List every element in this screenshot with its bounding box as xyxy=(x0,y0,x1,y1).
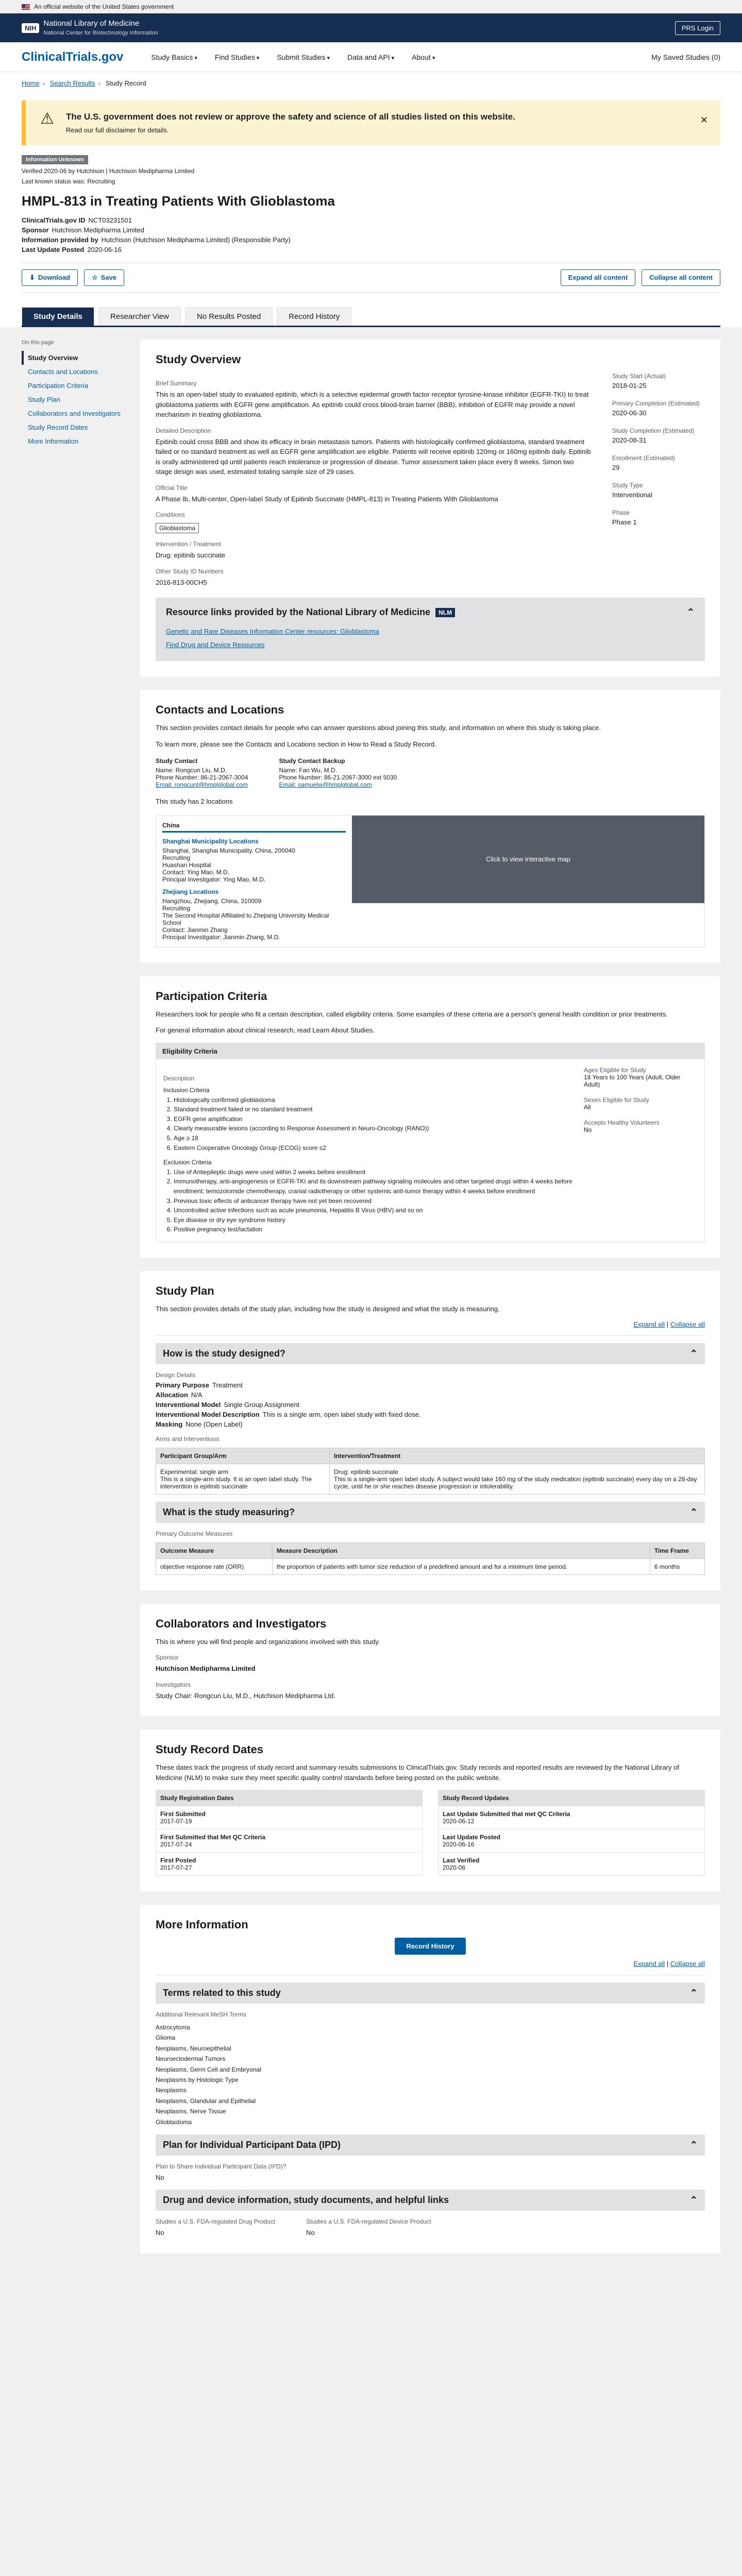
facility-line: Principal Investigator: Ying Mao, M.D. xyxy=(162,875,266,883)
prs-login-button[interactable]: PRS Login xyxy=(675,21,720,35)
chevron-up-icon[interactable]: ⌃ xyxy=(686,607,695,617)
date-label: Last Verified xyxy=(443,1857,480,1864)
arm-intervention: Drug: epitinib succinate xyxy=(334,1468,398,1476)
more-heading: More Information xyxy=(156,1918,248,1931)
contact-email-link[interactable]: Email: rongcunl@hmplglobal.com xyxy=(156,781,248,788)
study-header xyxy=(0,145,742,293)
sidebar-item-overview[interactable]: Study Overview xyxy=(22,351,130,365)
fact-label: Study Type xyxy=(612,482,643,489)
condition-chip[interactable]: Glioblastoma xyxy=(156,523,199,533)
terms-label: Additional Relevant MeSH Terms xyxy=(156,2011,246,2018)
update-value: 2020-06-16 xyxy=(87,246,122,253)
locations-box xyxy=(156,815,705,947)
chevron-up-icon[interactable]: ⌃ xyxy=(689,2139,698,2150)
official-label: Official Title xyxy=(156,484,188,492)
status-badge: Information Unknown xyxy=(22,155,88,164)
arms-table xyxy=(156,1448,705,1495)
arm-intervention-desc: This is a single-arm open label study. A subject would take 160 mg of the study medication (epitinib succinate) every day on a 28-day cycle, until he or she reaches disease progression or intolerability. xyxy=(334,1475,697,1490)
mesh-term: Neoplasms, Neuroepithelial xyxy=(156,2044,231,2052)
official-title: A Phase Ib, Multi-center, Open-label Study of Epitinib Succinate (HMPL-813) in Treating Patients With Glioblastoma xyxy=(156,495,498,503)
contact-backup-label: Study Contact Backup xyxy=(279,757,345,765)
inclusion-item: 3. EGFR gene amplification xyxy=(174,1114,584,1124)
fact-label: Study Start (Actual) xyxy=(612,372,666,380)
design-label: Design Details xyxy=(156,1371,196,1379)
mesh-term: Astrocytoma xyxy=(156,2024,190,2031)
date-label: Last Update Posted xyxy=(443,1834,501,1841)
arm-name: Experimental: single arm xyxy=(160,1468,229,1476)
contact-name: Name: Rongcun Liu, M.D. xyxy=(156,767,227,774)
main-content xyxy=(130,327,720,2576)
download-icon: ⬇ xyxy=(29,274,35,281)
page-title: HMPL-813 in Treating Patients With Glioblastoma xyxy=(22,193,335,209)
contact-label: Study Contact xyxy=(156,757,198,765)
exclusion-item: 1. Use of Antiepileptic drugs were used within 2 weeks before enrollment xyxy=(174,1167,584,1177)
healthy-label: Accepts Healthy Volunteers xyxy=(584,1118,660,1126)
plan-desc: This section provides details of the study plan, including how the study is designed and what the study is measuring. xyxy=(156,1305,500,1313)
drug-info-title[interactable]: Drug and device information, study documents, and helpful links xyxy=(163,2195,449,2206)
criteria-desc: Researchers look for people who fit a certain description, called eligibility criteria. Some examples of these criteria are a person's general health condition or prior treatments. xyxy=(156,1010,668,1018)
sidebar-item-plan[interactable]: Study Plan xyxy=(28,396,60,403)
us-flag-icon xyxy=(22,4,30,10)
sidebar-item-criteria[interactable]: Participation Criteria xyxy=(28,382,89,389)
mesh-term: Neoplasms, Glandular and Epithelial xyxy=(156,2097,256,2105)
facility-line: Recruiting xyxy=(162,854,191,861)
saved-studies-link[interactable]: My Saved Studies (0) xyxy=(651,53,720,61)
design-value: Treatment xyxy=(212,1381,243,1389)
date-value: 2017-07-27 xyxy=(160,1864,192,1871)
action-bar xyxy=(22,263,720,293)
collapse-all-button[interactable]: Collapse all content xyxy=(642,269,720,286)
outcome-table xyxy=(156,1543,705,1575)
eligibility-box xyxy=(156,1043,705,1243)
healthy-value: No xyxy=(584,1126,592,1133)
date-value: 2020-06-16 xyxy=(443,1841,475,1848)
nav-find-studies[interactable]: Find Studies ▾ xyxy=(215,53,259,61)
other-id-label: Other Study ID Numbers xyxy=(156,567,224,575)
fda-drug-value: No xyxy=(156,2229,164,2237)
dates-desc: These dates track the progress of study record and summary results submissions to ClinicalTrials.gov. Study records and reported results are reviewed by the National Library of Medicine (NLM) to make sure they meet specific quality control standards before being posted on the public website. xyxy=(156,1764,679,1782)
location-map[interactable]: Click to view interactive map xyxy=(352,816,704,903)
inclusion-item: 1. Histologically confirmed glioblastoma xyxy=(174,1095,584,1105)
verified-line: Verified 2020-06 by Hutchison | Hutchison Medipharma Limited xyxy=(22,167,195,175)
chevron-up-icon[interactable]: ⌃ xyxy=(689,1506,698,1517)
plan-heading: Study Plan xyxy=(156,1284,214,1297)
save-button[interactable]: ☆ Save xyxy=(84,269,124,286)
detailed-description: Epitinib could cross BBB and show its efficacy in brain metastasis tumors. Patients with histologically confirmed glioblastoma, standard treatment failed or no standard treatment as well as EGFR gene amplification are eligible. Patients will receive epitinib 120mg or 160mg epitinib daily. Epitinib is orally administered qd until patients reach intolerance or progression of disease. Tumor assessment taken place every 8 weeks. Simon two stage design was used, estimated totaling sample size of 29 cases. xyxy=(156,437,591,476)
fda-drug-label: Studies a U.S. FDA-regulated Drug Product xyxy=(156,2218,276,2226)
contacts-heading: Contacts and Locations xyxy=(156,703,284,716)
country-tab[interactable]: China xyxy=(162,822,346,833)
gov-banner xyxy=(0,0,742,13)
desc-label: Description xyxy=(163,1074,195,1082)
contact-phone: Phone Number: 86-21-2067-3004 xyxy=(156,774,248,781)
breadcrumb: Home › Search Results › Study Record xyxy=(22,79,146,87)
sidebar-item-more[interactable]: More Information xyxy=(28,437,79,445)
measuring-title[interactable]: What is the study measuring? xyxy=(163,1506,295,1517)
nih-logo[interactable]: NIH xyxy=(22,23,39,33)
date-label: First Posted xyxy=(160,1857,196,1864)
investigators-label: Investigators xyxy=(156,1681,191,1688)
study-tabs xyxy=(22,307,720,327)
overview-facts xyxy=(612,372,705,587)
design-value: Single Group Assignment xyxy=(224,1400,300,1409)
nav-about[interactable]: About ▾ xyxy=(412,53,435,61)
main-nav xyxy=(0,42,742,72)
table-header: Time Frame xyxy=(650,1543,704,1558)
fact-value: 2020-06-30 xyxy=(612,409,647,417)
outcome-cell: the proportion of patients with tumor size reduction of a predefined amount and for a minimum time period. xyxy=(272,1558,650,1574)
table-row xyxy=(156,1464,705,1494)
brief-summary: This is an open-label study to evaluated epitinib, which is a selective epidermal growth factor receptor tyrosine-kinase inhibitor (EGFR-TKI) to treat glioblastoma patients with EGFR gene amplification. As epitinib could cross blood-brain barrier (BBB), inhibition of EGFR may provide a novel mechanism in treating glioblastoma. xyxy=(156,391,589,418)
facility-line: Contact: Ying Mao, M.D. xyxy=(162,868,230,876)
close-icon[interactable]: ✕ xyxy=(700,115,708,125)
info-label: Information provided by xyxy=(22,236,98,244)
date-value: 2020-06 xyxy=(443,1864,466,1871)
id-label: ClinicalTrials.gov ID xyxy=(22,216,86,224)
nav-data-api[interactable]: Data and API ▾ xyxy=(347,53,394,61)
inclusion-item: 2. Standard treatment failed or no standard treatment xyxy=(174,1105,584,1114)
sidebar-item-dates[interactable]: Study Record Dates xyxy=(28,423,88,431)
record-history-button[interactable]: Record History xyxy=(395,1938,465,1955)
plan-expand-link[interactable]: Expand all xyxy=(633,1320,665,1328)
fact-label: Study Completion (Estimated) xyxy=(612,427,695,434)
arm-desc: This is a single-arm study. It is an open label study. The intervention is epitinib succinate xyxy=(160,1475,312,1490)
fact-value: Interventional xyxy=(612,491,653,499)
fact-value: Phase 1 xyxy=(612,518,637,526)
overview-heading: Study Overview xyxy=(156,353,241,366)
update-dates xyxy=(438,1790,705,1876)
design-key: Primary Purpose xyxy=(156,1381,210,1389)
gov-banner-text: An official website of the United States government xyxy=(34,3,174,10)
exclusion-item: 6. Positive pregnancy test/lactation xyxy=(174,1225,584,1234)
location-list xyxy=(156,816,352,947)
facility-line: Hangzhou, Zhejiang, China, 310009 xyxy=(162,897,262,905)
collab-heading: Collaborators and Investigators xyxy=(156,1617,327,1630)
warning-icon: ⚠ xyxy=(40,110,54,127)
plan-collapse-link[interactable]: Collapse all xyxy=(670,1320,705,1328)
collab-desc: This is where you will find people and organizations involved with this study. xyxy=(156,1637,380,1646)
ages-value: 18 Years to 100 Years (Adult, Older Adult) xyxy=(584,1073,681,1088)
disclaimer-title: The U.S. government does not review or approve the safety and science of all studies listed on this website. xyxy=(66,112,515,122)
inclusion-item: 4. Clearly measurable lesions (according to Response Assessment in Neuro-Oncology (RANO)) xyxy=(174,1124,584,1133)
date-value: 2017-07-19 xyxy=(160,1818,192,1825)
fact-value: 29 xyxy=(612,464,620,471)
design-value: None (Open Label) xyxy=(185,1420,243,1428)
outcome-cell: 6 months xyxy=(650,1558,704,1574)
more-expand-link[interactable]: Expand all xyxy=(633,1960,665,1968)
fact-value: 2018-01-25 xyxy=(612,382,647,389)
mesh-term: Glioma xyxy=(156,2034,176,2042)
tab-study-details[interactable]: Study Details xyxy=(22,307,94,326)
criteria-heading: Participation Criteria xyxy=(156,989,267,1003)
sexes-label: Sexes Eligible for Study xyxy=(584,1096,649,1104)
more-information-section: More Information Record History Expand all | Collapse all Terms related to this study ⌃ Additional Relevant MeSH Terms Astrocytoma Glioma Neoplasms, Neuroepithelial Neuroectodermal Tumors Neoplasms, Germ Cell and Embryonal Neoplasms by Histologic Type Neoplasms Neoplasms, Glandular and Epithelial Neoplasms, Nerve Tissue Glioblastoma Plan for Individual Participant Data (IPD) ⌃ Plan to Share Individual Participant Data (IPD)? No Drug and device information, study documents, and helpful links ⌃ Studies a U.S. FDA-regulated Drug Product No Studies a U.S. FDA-regulated Device Product No xyxy=(140,1905,720,2253)
participation-criteria-section xyxy=(140,976,720,1258)
design-value: This is a single arm, open label study with fixed dose. xyxy=(262,1410,421,1418)
mesh-term: Glioblastoma xyxy=(156,2118,192,2126)
conditions-label: Conditions xyxy=(156,511,185,518)
on-this-page-nav xyxy=(22,327,130,2576)
mesh-term: Neuroectodermal Tumors xyxy=(156,2055,226,2063)
exclusion-item: 2. Immunotherapy, anti-angiogenesis or EGFR-TKI and its downstream pathway signaling molecules and other targeted drugs within 4 weeks before enrollment; temozolomide chemotherapy, cranial radiotherapy or other systemic anti-tumor therapy within 4 weeks before enrollment xyxy=(174,1177,584,1196)
ages-label: Ages Eligible for Study xyxy=(584,1066,646,1074)
collab-sponsor: Hutchison Medipharma Limited xyxy=(156,1665,256,1672)
disclaimer-text: Read our full disclaimer for details. xyxy=(66,126,169,134)
design-accordion xyxy=(156,1335,705,1575)
intervention-label: Intervention / Treatment xyxy=(156,540,221,548)
sexes-value: All xyxy=(584,1103,591,1111)
drug-resources-link[interactable]: Find Drug and Device Resources xyxy=(166,641,265,649)
exclusion-label: Exclusion Criteria xyxy=(163,1159,212,1166)
fact-value: 2020-08-31 xyxy=(612,436,647,444)
other-id-value: 2016-813-00CH5 xyxy=(156,578,207,586)
facility-name: Shanghai Municipality Locations xyxy=(162,837,259,845)
table-header: Outcome Measure xyxy=(156,1543,273,1558)
study-id: NCT03231501 xyxy=(88,216,132,224)
design-key: Interventional Model Description xyxy=(156,1410,260,1418)
nlm-logo: NLM xyxy=(435,608,455,617)
facility-line: Shanghai, Shanghai Municipality, China, 200040 xyxy=(162,846,295,854)
facility-line: Contact: Jianmin Zhang xyxy=(162,926,228,934)
table-header: Intervention/Treatment xyxy=(330,1448,705,1464)
contact-phone: Phone Number: 86-21-2067-3000 ext 5030 xyxy=(279,774,397,781)
date-label: First Submitted that Met QC Criteria xyxy=(160,1834,266,1841)
sponsor-value: Hutchison Medipharma Limited xyxy=(52,226,144,234)
disclaimer-alert xyxy=(22,100,720,145)
inclusion-item: 5. Age ≥ 18 xyxy=(174,1133,584,1143)
exclusion-item: 5. Eye disease or dry eye syndrome history xyxy=(174,1215,584,1225)
contact-email-link[interactable]: Email: samuelw@hmplglobal.com xyxy=(279,781,372,788)
resources-title: Resource links provided by the National Library of Medicine xyxy=(166,607,431,617)
tab-record-history[interactable]: Record History xyxy=(277,307,351,326)
facility-line: Huashan Hospital xyxy=(162,861,211,869)
date-value: 2017-07-24 xyxy=(160,1841,192,1848)
inclusion-label: Inclusion Criteria xyxy=(163,1087,210,1094)
facility-line: The Second Hospital Affiliated to Zhejiang University Medical School xyxy=(162,911,329,926)
arms-label: Arms and Interventions xyxy=(156,1435,220,1443)
mesh-term: Neoplasms, Germ Cell and Embryonal xyxy=(156,2065,261,2073)
facility-name: Zhejiang Locations xyxy=(162,888,219,895)
study-plan-section: Study Plan This section provides details of the study plan, including how the study is designed and what the study is measuring. Expand all | Collapse all How is the study designed? ⌃ Design Details Primary Purpose Treatment Allocation N/A Interventional Model Single Group Assignment Interventional Model Description This is a single arm, open label study with fixed dose. Masking None (Open Label) Arms and Interventions Participant Group/Arm Intervention/Treatment Experimental: single arm This is a single-arm study. It is an open label study. The intervention is epitinib succinate Drug: epitinib succinate This is a single-arm open label study. A subject would take 160 mg of the study medication (epitinib succinate) every day on a 28-day cycle, until he or she reaches disease progression or intolerability. What is the study measuring? ⌃ Primary Outcome Measures Outcome Measure Measure Description Time Frame objective response rate (ORR) the proportion of patients with tumor size reduction of a predefined amount and for a minimum time period. 6 months xyxy=(140,1271,720,1590)
breadcrumb-home[interactable]: Home xyxy=(22,79,40,87)
investigator: Study Chair: Rongcun Liu, M.D., Hutchison Medipharma Ltd. xyxy=(156,1691,336,1700)
bookmark-icon: ☆ xyxy=(92,274,98,281)
nlm-title: National Library of Medicine National Center for Biotechnology Information xyxy=(43,19,158,36)
design-key: Interventional Model xyxy=(156,1400,221,1409)
site-logo[interactable]: ClinicalTrials.gov xyxy=(22,49,124,64)
terms-accordion xyxy=(156,1975,705,2238)
exclusion-item: 3. Previous toxic effects of anticancer therapy have not yet been recovered xyxy=(174,1196,584,1206)
info-value: Hutchison (Hutchison Medipharma Limited) (Responsible Party) xyxy=(101,236,291,244)
contacts-section xyxy=(140,690,720,963)
record-dates-section xyxy=(140,1730,720,1891)
dates-col-heading: Study Registration Dates xyxy=(156,1790,422,1806)
collab-sponsor-label: Sponsor xyxy=(156,1654,179,1661)
date-label: Last Update Submitted that met QC Criteria xyxy=(443,1810,570,1818)
facility-line: Principal Investigator: Jianmin Zhang, M.D. xyxy=(162,933,280,941)
sponsor-label: Sponsor xyxy=(22,226,49,234)
criteria-general: For general information about clinical research, read Learn About Studies. xyxy=(156,1026,375,1034)
sidebar-item-contacts[interactable]: Contacts and Locations xyxy=(28,368,98,376)
tab-researcher-view[interactable]: Researcher View xyxy=(98,307,181,326)
update-label: Last Update Posted xyxy=(22,246,85,253)
nlm-topbar xyxy=(0,13,742,42)
recruiting-line: Last known status was: Recruiting xyxy=(22,178,115,185)
fact-label: Enrollment (Estimated) xyxy=(612,454,676,462)
outcome-cell: objective response rate (ORR) xyxy=(156,1558,273,1574)
gard-link[interactable]: Genetic and Rare Diseases Information Center resources: Glioblastoma xyxy=(166,628,380,635)
design-key: Masking xyxy=(156,1420,183,1428)
more-collapse-link[interactable]: Collapse all xyxy=(670,1960,705,1968)
dates-heading: Study Record Dates xyxy=(156,1743,264,1756)
terms-title[interactable]: Terms related to this study xyxy=(163,1988,281,1998)
chevron-up-icon[interactable]: ⌃ xyxy=(689,2195,698,2206)
tab-no-results[interactable]: No Results Posted xyxy=(185,307,273,326)
breadcrumb-current: Study Record xyxy=(105,79,146,87)
dates-col-heading: Study Record Updates xyxy=(439,1790,704,1806)
nav-submit-studies[interactable]: Submit Studies ▾ xyxy=(277,53,330,61)
table-header: Participant Group/Arm xyxy=(156,1448,330,1464)
chevron-up-icon[interactable]: ⌃ xyxy=(689,1348,698,1359)
eligibility-heading: Eligibility Criteria xyxy=(156,1043,704,1059)
ipd-title[interactable]: Plan for Individual Participant Data (IPD) xyxy=(163,2139,341,2150)
intervention-value: Drug: epitinib succinate xyxy=(156,551,226,559)
date-value: 2020-06-12 xyxy=(443,1818,475,1825)
collaborators-section xyxy=(140,1604,720,1717)
contacts-learn: To learn more, please see the Contacts and Locations section in How to Read a Study Record. xyxy=(156,740,436,748)
study-overview-section xyxy=(140,340,720,676)
outcome-label: Primary Outcome Measures xyxy=(156,1530,233,1537)
mesh-term: Neoplasms, Nerve Tissue xyxy=(156,2108,226,2115)
chevron-up-icon[interactable]: ⌃ xyxy=(689,1988,698,1998)
registration-dates xyxy=(156,1790,423,1876)
design-value: N/A xyxy=(191,1391,203,1399)
ipd-question: Plan to Share Individual Participant Data (IPD)? xyxy=(156,2162,286,2170)
design-title[interactable]: How is the study designed? xyxy=(163,1348,286,1359)
facility-line: Recruiting xyxy=(162,904,191,912)
mesh-term: Neoplasms by Histologic Type xyxy=(156,2076,239,2083)
contact-name: Name: Fan Wu, M.D. xyxy=(279,767,337,774)
location-count: This study has 2 locations xyxy=(156,798,233,805)
fda-device-label: Studies a U.S. FDA-regulated Device Product xyxy=(306,2218,431,2226)
fda-device-value: No xyxy=(306,2229,315,2237)
exclusion-item: 4. Uncontrolled active infections such as acute pneumonia, Hepatitis B Virus (HBV) and so on xyxy=(174,1206,584,1215)
nlm-resources-panel xyxy=(156,598,705,661)
nav-study-basics[interactable]: Study Basics ▾ xyxy=(151,53,197,61)
breadcrumb-search[interactable]: Search Results xyxy=(49,79,95,87)
fact-label: Phase xyxy=(612,509,630,516)
sidebar-item-collaborators[interactable]: Collaborators and Investigators xyxy=(28,410,121,417)
expand-all-button[interactable]: Expand all content xyxy=(561,269,636,286)
detailed-label: Detailed Description xyxy=(156,427,211,434)
date-label: First Submitted xyxy=(160,1810,206,1818)
download-button[interactable]: ⬇ Download xyxy=(22,269,78,286)
mesh-term: Neoplasms xyxy=(156,2087,187,2094)
contacts-desc: This section provides contact details for people who can answer questions about joining this study, and information on where this study is taking place. xyxy=(156,724,601,732)
design-key: Allocation xyxy=(156,1391,188,1399)
inclusion-item: 6. Eastern Cooperative Oncology Group (ECOG) score ≤2 xyxy=(174,1143,584,1153)
ipd-answer: No xyxy=(156,2173,164,2181)
brief-label: Brief Summary xyxy=(156,380,197,387)
sidebar-label: On this page xyxy=(22,340,54,346)
table-header: Measure Description xyxy=(272,1543,650,1558)
content-layout xyxy=(0,327,742,2576)
fact-label: Primary Completion (Estimated) xyxy=(612,400,700,407)
table-row xyxy=(156,1558,705,1574)
